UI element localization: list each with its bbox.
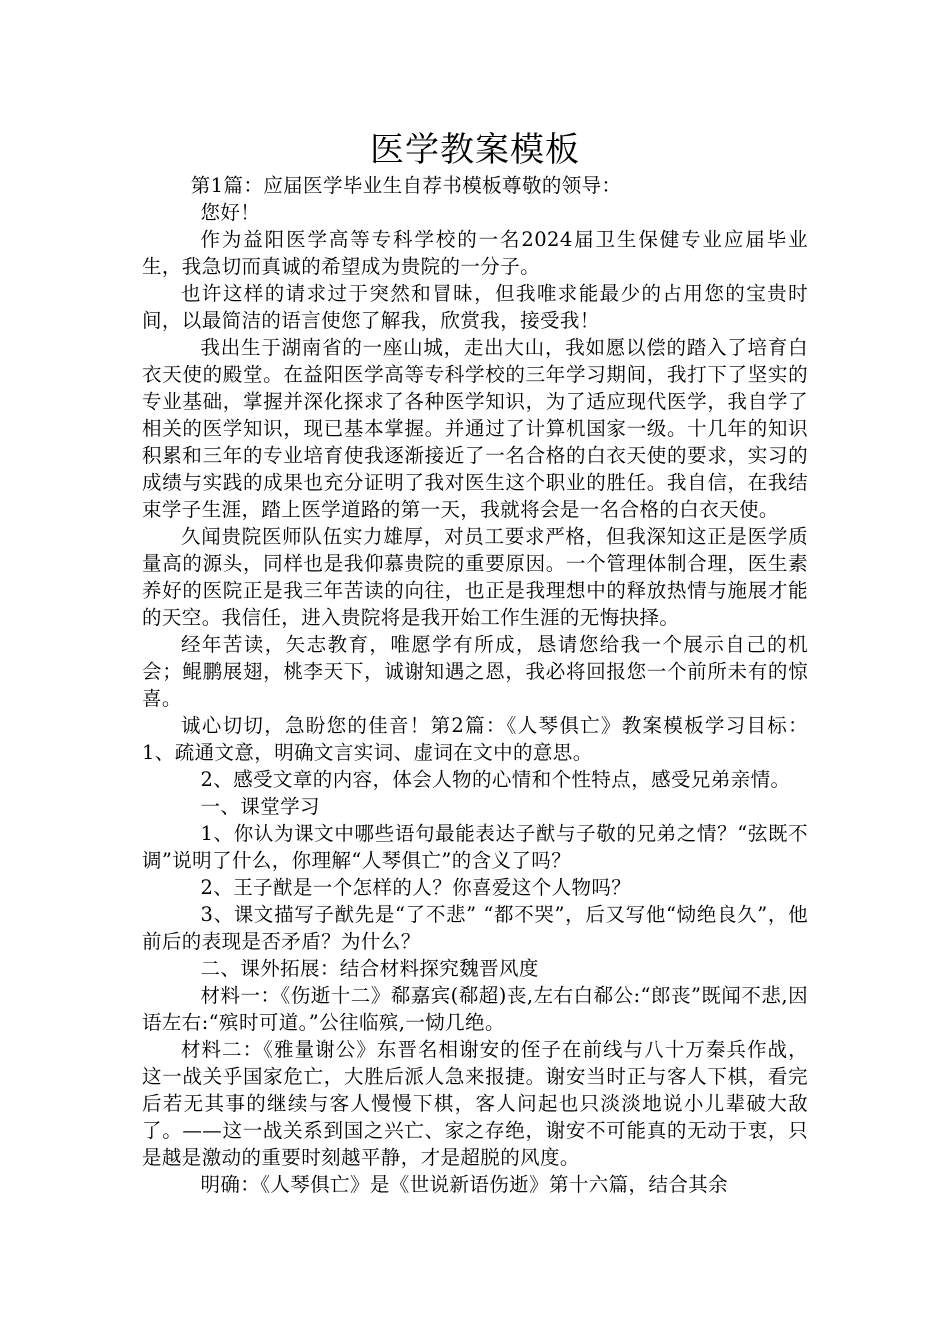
document-title: 医学教案模板 xyxy=(370,130,580,170)
paragraph: 作为益阳医学高等专科学校的一名2024届卫生保健专业应届毕业生，我急切而真诚的希望成为贵院的一分子。 xyxy=(142,228,808,278)
paragraph: 一、课堂学习 xyxy=(200,795,320,818)
paragraph: 也许这样的请求过于突然和冒昧，但我唯求能最少的占用您的宝贵时间，以最简洁的语言使您了解我，欣赏我，接受我！ xyxy=(142,282,808,332)
paragraph: 诚心切切，急盼您的佳音！第2篇：《人琴俱亡》教案模板学习目标：1、疏通文意，明确文言实词、虚词在文中的意思。 xyxy=(142,714,808,764)
paragraph: 我出生于湖南省的一座山城，走出大山，我如愿以偿的踏入了培育白衣天使的殿堂。在益阳医学高等专科学校的三年学习期间，我打下了坚实的专业基础，掌握并深化探求了各种医学知识，为了适应现代医学，我自学了相关的医学知识，现已基本掌握。并通过了计算机国家一级。十几年的知识积累和三年的专业培育使我逐渐接近了一名合格的白衣天使的要求，实习的成绩与实践的成果也充分证明了我对医生这个职业的胜任。我自信，在我结束学子生涯，踏上医学道路的第一天，我就将会是一名合格的白衣天使。 xyxy=(142,336,808,521)
paragraph: 第1篇：应届医学毕业生自荐书模板尊敬的领导： xyxy=(190,174,622,197)
paragraph: 明确：《人琴俱亡》是《世说新语伤逝》第十六篇，结合其余 xyxy=(200,1173,729,1196)
paragraph: 2、王子猷是一个怎样的人？你喜爱这个人物吗？ xyxy=(200,876,632,899)
paragraph: 材料二：《雅量谢公》东晋名相谢安的侄子在前线与八十万秦兵作战， 这一战关乎国家危亡，大胜后派人急来报捷。谢安当时正与客人下棋，看完后若无其事的继续与客人慢慢下棋，客人问起也只淡淡地说小儿辈破大敌了。——这一战关系到国之兴亡、家之存绝，谢安不可能真的无动于衷，只是越是激动的重要时刻越平静，才是超脱的风度。 xyxy=(142,1038,808,1169)
paragraph: 二、课外拓展：结合材料探究魏晋风度 xyxy=(200,957,539,980)
paragraph: 久闻贵院医师队伍实力雄厚，对员工要求严格，但我深知这正是医学质量高的源头，同样也是我仰慕贵院的重要原因。一个管理体制合理，医生素养好的医院正是我三年苦读的向往，也正是我理想中的释放热情与施展才能的天空。我信任，进入贵院将是我开始工作生涯的无悔抉择。 xyxy=(142,525,808,629)
paragraph: 材料一：《伤逝十二》郗嘉宾(郗超)丧,左右白郗公:“郎丧”既闻不悲,因语左右:“殡时可道。”公往临殡,一恸几绝。 xyxy=(142,984,808,1034)
document-body xyxy=(142,172,808,1198)
paragraph: 经年苦读，矢志教育，唯愿学有所成，恳请您给我一个展示自己的机会；鲲鹏展翅，桃李天下，诚谢知遇之恩，我必将回报您一个前所未有的惊喜。 xyxy=(142,633,808,710)
paragraph: 1、你认为课文中哪些语句最能表达子猷与子敬的兄弟之情？“弦既不调”说明了什么，你理解“人琴俱亡”的含义了吗？ xyxy=(142,822,808,872)
paragraph: 您好！ xyxy=(200,201,261,224)
paragraph: 2、感受文章的内容，体会人物的心情和个性特点，感受兄弟亲情。 xyxy=(200,768,791,791)
paragraph: 3、课文描写子猷先是“了不悲” “都不哭”，后又写他“恸绝良久”，他前后的表现是否矛盾？为什么？ xyxy=(142,903,808,953)
